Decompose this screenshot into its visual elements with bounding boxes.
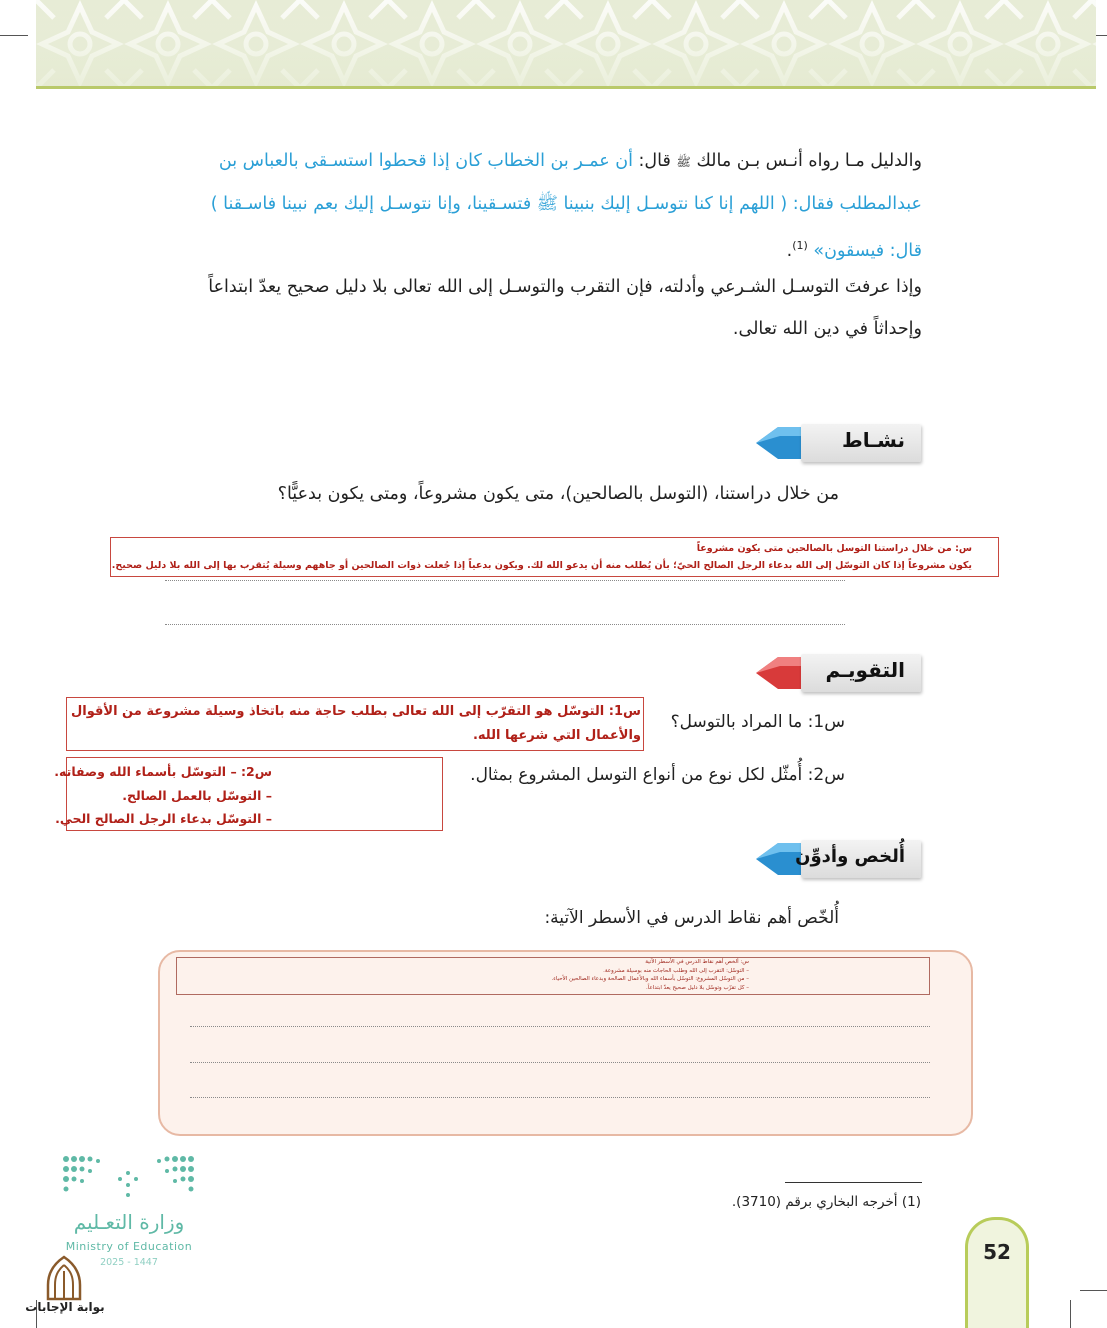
note-line: – كل تقرّب وتوسّل بلا دليل صحيح يعدّ ابتداعاً. (646, 984, 749, 991)
header-underline (36, 86, 1096, 89)
activity-answer-box (110, 537, 999, 577)
writing-line (190, 1026, 930, 1027)
activity-title: نشـاط (842, 428, 905, 452)
answer-line: – التوسّل بدعاء الرجل الصالح الحي. (55, 811, 272, 826)
crop-mark (0, 35, 28, 36)
evaluation-tab (756, 654, 921, 692)
activity-question: من خلال دراستنا، (التوسل بالصالحين)، متى يكون مشروعاً، ومتى يكون بدعيًّا؟ (277, 484, 839, 504)
activity-tab (756, 424, 921, 462)
summary-title: أُلخص وأدوِّن (795, 846, 905, 867)
ministry-year: 2025 - 1447 (100, 1257, 158, 1268)
paragraph-line: وإذا عرفتَ التوسـل الشـرعي وأدلته، فإن التقرب والتوسـل إلى الله تعالى بلا دليل صحيح يعدّ ابتداعاً (208, 277, 922, 297)
ministry-name-en: Ministry of Education (65, 1240, 193, 1253)
summary-note-box (176, 957, 930, 995)
evaluation-title: التقويـم (825, 658, 905, 682)
answer-line: س1: التوسّل هو التقرّب إلى الله تعالى بطلب حاجة منه باتخاذ وسيلة مشروعة من الأقوال (71, 704, 641, 719)
answer-line: س: من خلال دراستنا التوسل بالصالحين متى يكون مشروعاً (696, 543, 972, 554)
honorific-glyph-icon: ﷺ (676, 155, 691, 169)
evaluation-question-2: س2: أُمثّل لكل نوع من أنواع التوسل المشروع بمثال. (470, 765, 845, 785)
footnote-marker: (1) (792, 239, 808, 252)
note-line: – من التوسّل المشروع: التوسّل بأسماء الله وبالأعمال الصالحة وبدعاء الصالحين الأحياء. (551, 976, 749, 982)
innovation-paragraph (152, 266, 922, 350)
evaluation-answer-1-box (66, 697, 644, 751)
page-number-tab (965, 1217, 1029, 1328)
note-line: – التوسّل: التقرب إلى الله وطلب الحاجات منه بوسيلة مشروعة. (603, 967, 749, 974)
writing-line (165, 624, 845, 625)
hadith-quote: قال: فيسقون» (807, 240, 922, 261)
hadith-paragraph (152, 140, 922, 272)
evaluation-question-1: س1: ما المراد بالتوسل؟ (670, 712, 845, 732)
geometric-pattern (36, 0, 1096, 88)
writing-line (165, 580, 845, 581)
text-segment: والدليل مـا رواه أنـس بـن مالك (690, 151, 922, 171)
header-pattern-band (36, 0, 1096, 88)
text-segment: قال: (632, 151, 677, 171)
hadith-line-2: عبدالمطلب فقال: ( اللهم إنا كنا نتوسـل إليك بنبينا ﷺ فتسـقينا، وإنا نتوسـل إليك بعم نبينا فاسـقنا ) (210, 194, 922, 214)
hadith-line-1 (152, 140, 922, 183)
footnote: (1) أخرجه البخاري برقم (3710). (731, 1194, 921, 1210)
answer-line: س2: – التوسّل بأسماء الله وصفاته. (54, 764, 272, 779)
mosque-logo-icon (42, 1255, 86, 1301)
hadith-line-3 (152, 225, 922, 272)
ministry-name-ar: وزارة التعـليم (73, 1210, 185, 1234)
answer-line: – التوسّل بالعمل الصالح. (122, 787, 272, 803)
ministry-dots-logo-icon (60, 1153, 200, 1203)
evaluation-answer-2-box (54, 757, 443, 831)
watermark-text: بوابة الإجابات (25, 1300, 105, 1314)
page-number: 52 (983, 1240, 1011, 1264)
footnote-rule (785, 1182, 922, 1183)
answer-line: والأعمال التي شرعها الله. (472, 728, 641, 743)
text-segment: . (786, 240, 793, 261)
crop-mark (1070, 1300, 1071, 1328)
note-line: س: أُلخص أهم نقاط الدرس في الأسطر الآتية (645, 959, 749, 965)
crop-mark (1080, 1290, 1107, 1291)
summary-tab (756, 840, 921, 878)
writing-line (190, 1062, 930, 1063)
writing-line (190, 1097, 930, 1098)
paragraph-line: وإحداثاً في دين الله تعالى. (732, 319, 922, 339)
summary-instruction: أُلخّص أهم نقاط الدرس في الأسطر الآتية: (544, 908, 839, 928)
hadith-quote: أن عمـر بن الخطاب كان إذا قحطوا استسـقى بالعباس بن (218, 151, 633, 171)
answer-line: يكون مشروعاً إذا كان التوسّل إلى الله بدعاء الرجل الصالح الحيّ؛ بأن يُطلب منه أن يدعو الله لك. ويكون بدعياً إذا جُعلت ذوات الصالحين أو جاههم وسيلة يُتقرب بها إلى الله بلا دليل صحيح. (111, 560, 972, 571)
